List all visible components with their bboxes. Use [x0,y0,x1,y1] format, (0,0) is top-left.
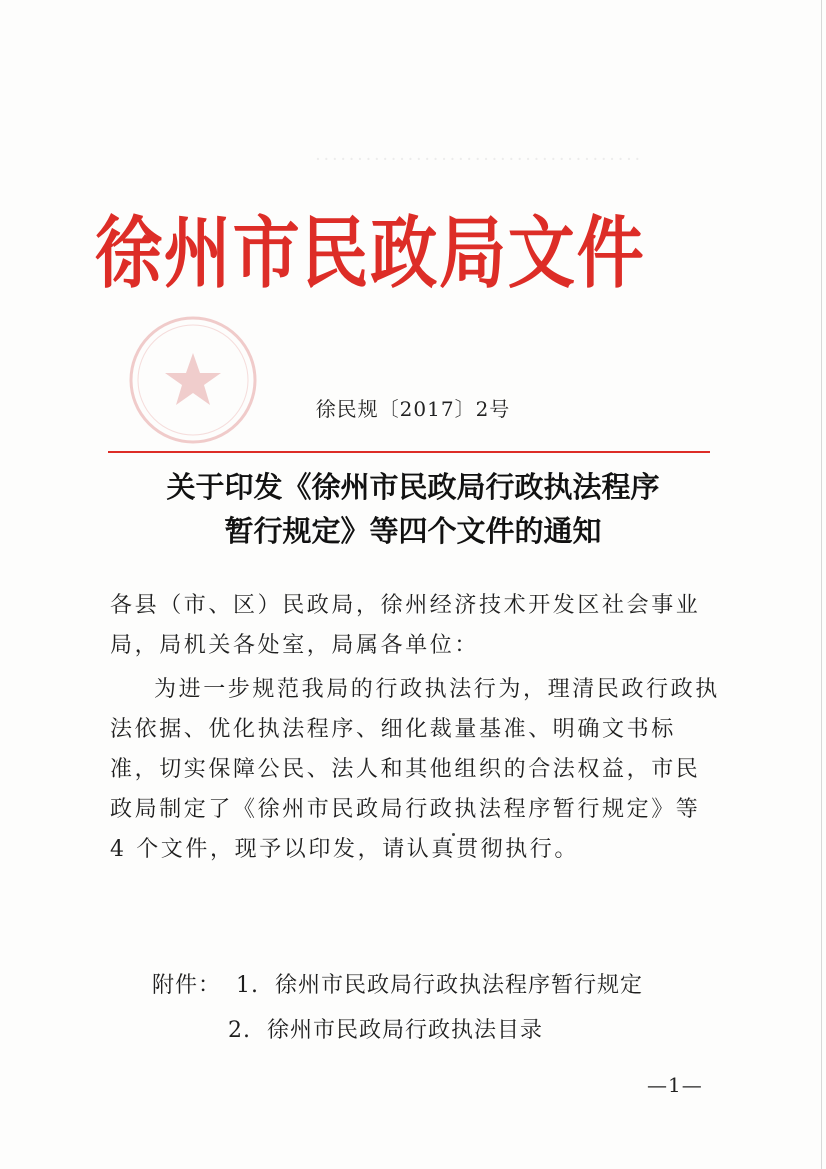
page-number: —1— [647,1073,703,1097]
attachment-item-1 [152,968,643,999]
agency-header-title: 徐州市民政局文件 [95,208,646,299]
attachment-label: 附件： [152,973,222,998]
official-seal-icon [118,305,268,455]
attachment-item-2 [228,1013,543,1044]
attachment-text: 徐州市民政局行政执法目录 [267,1018,544,1043]
red-divider-line [108,451,710,453]
document-number: 徐民规〔2017〕2号 [315,397,511,421]
body-paragraph: 为进一步规范我局的行政执法行为，理清民政行政执法依据、优化执法程序、细化裁量基准、明确文书标准，切实保障公民、法人和其他组织的合法权益，市民政局制定了《徐州市民政局行政执法程序暂行规定》等 4 个文件，现予以印发，请认真贯彻执行。 [110,677,720,862]
attachment-text: 徐州市民政局行政执法程序暂行规定 [275,973,644,998]
notice-title [0,465,826,553]
bleed-through-text-1: ······································· [312,150,640,170]
stray-dot [452,833,455,836]
notice-title-line-2: 暂行规定》等四个文件的通知 [224,514,602,548]
page-edge-line [821,0,822,1169]
attachment-number: 1. [236,973,259,998]
notice-title-line-1: 关于印发《徐州市民政局行政执法程序 [166,470,660,504]
attachment-number: 2. [228,1018,251,1043]
addressee-text: 各县（市、区）民政局，徐州经济技术开发区社会事业局，局机关各处室，局属各单位： [110,593,701,658]
